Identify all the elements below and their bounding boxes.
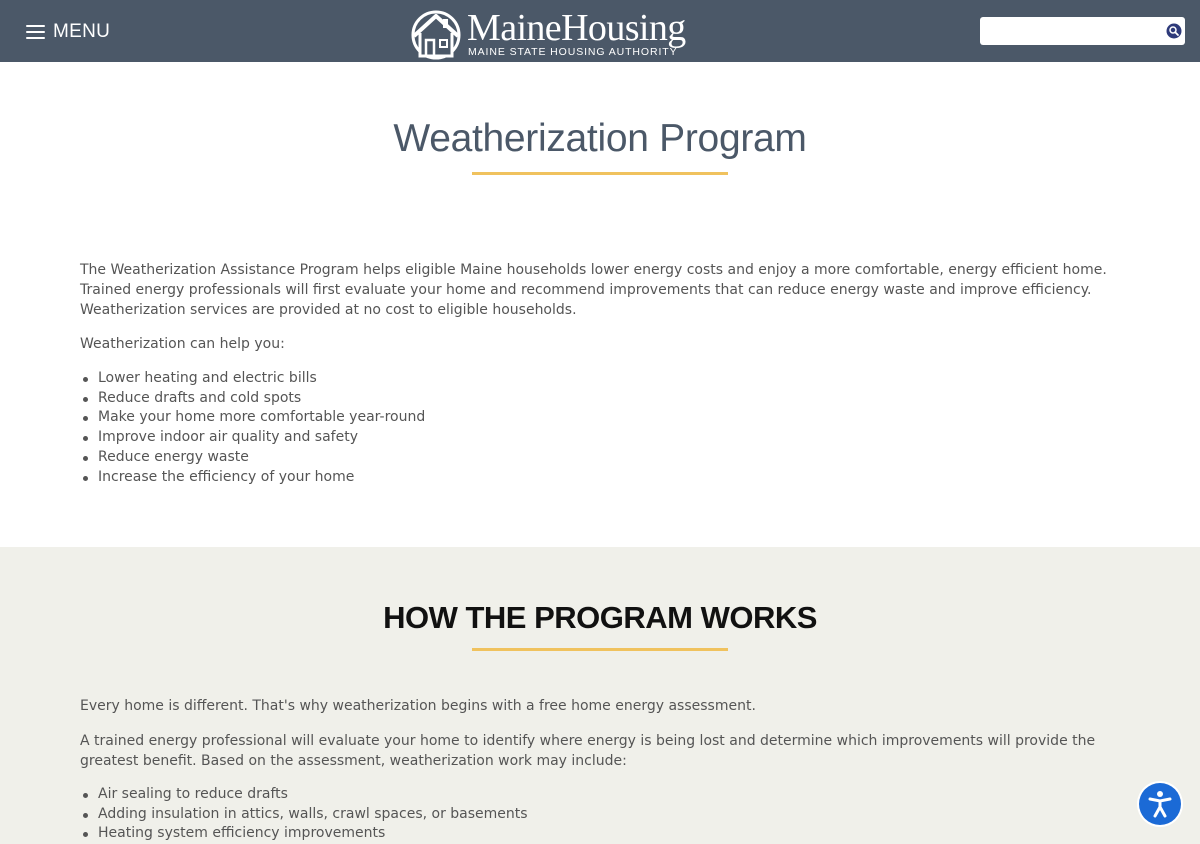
heading-underline [472,648,728,651]
top-navigation-bar [0,0,1200,62]
hamburger-icon [26,25,45,40]
benefits-list [80,369,425,487]
mainehousing-logo[interactable] [408,7,698,60]
list-item: Heating system efficiency improvements [80,824,528,844]
list-item: Air sealing to reduce drafts [80,785,528,805]
list-item: Reduce drafts and cold spots [80,389,425,409]
list-item: Reduce energy waste [80,448,425,468]
intro-paragraph: The Weatherization Assistance Program helps eligible Maine households lower energy costs and enjoy a more comfortable, energy efficient home. Trained energy professionals will first evaluate your home and recommend improvements that can reduce energy waste and improve efficiency. Weatherization services are provided at no cost to eligible households. [80,262,1107,318]
list-item: Improve indoor air quality and safety [80,428,425,448]
menu-label: MENU [53,21,111,42]
search-input[interactable] [986,20,1160,44]
list-item: Adding insulation in attics, walls, crawl spaces, or basements [80,805,528,825]
logo-name: MaineHousing [467,7,686,49]
logo-subtitle: MAINE STATE HOUSING AUTHORITY [468,46,678,58]
list-item: Make your home more comfortable year-round [80,408,425,428]
work-list [80,785,528,844]
menu-button[interactable] [26,20,110,44]
accessibility-button[interactable] [1139,783,1181,825]
search-icon[interactable] [1166,23,1182,39]
section-heading: HOW THE PROGRAM WORKS [383,600,817,635]
house-logo-icon [408,10,466,60]
title-underline [472,172,728,175]
search-box [980,17,1185,45]
list-item: Lower heating and electric bills [80,369,425,389]
assessment-paragraph: Every home is different. That's why weatherization begins with a free home energy assessment. [80,698,756,714]
list-item: Increase the efficiency of your home [80,468,425,488]
work-paragraph: A trained energy professional will evaluate your home to identify where energy is being lost and determine which improvements will provide the greatest benefit. Based on the assessment, weatherization work may include: [80,733,1096,769]
benefits-lead: Weatherization can help you: [80,336,285,352]
accessibility-icon [1147,790,1173,818]
page-title: Weatherization Program [393,117,807,160]
